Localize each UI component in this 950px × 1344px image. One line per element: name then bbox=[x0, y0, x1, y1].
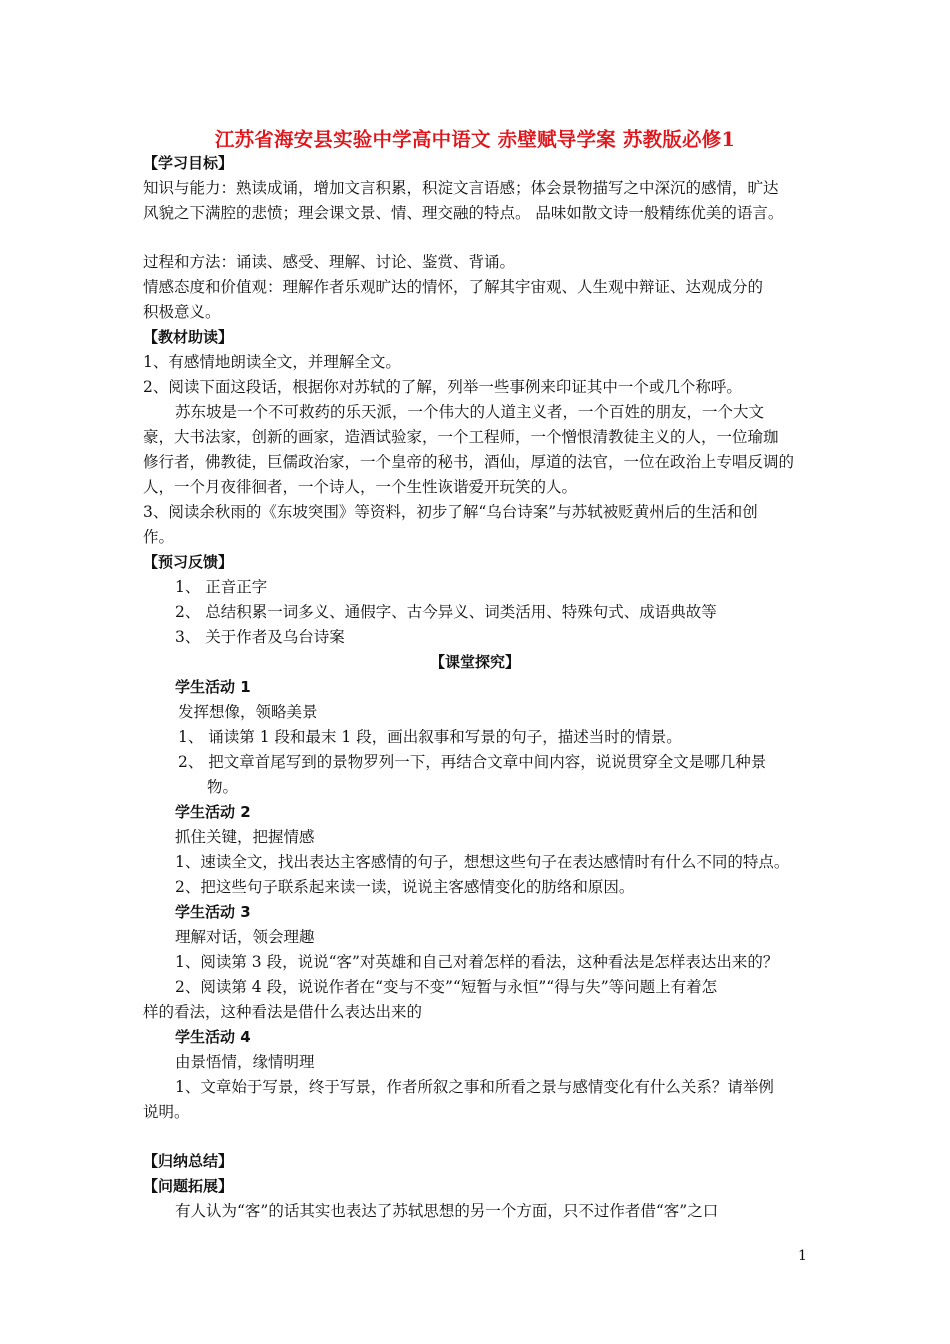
section-heading: 【课堂探究】 bbox=[429, 653, 520, 671]
text-line: 3、 关于作者及乌台诗案 bbox=[175, 628, 345, 646]
text-line: 发挥想像，领略美景 bbox=[178, 703, 318, 721]
text-line: 1、有感情地朗读全文，并理解全文。 bbox=[143, 353, 401, 371]
text-line: 1、文章始于写景，终于写景，作者所叙之事和所看之景与感情变化有什么关系？请举例 bbox=[175, 1078, 774, 1096]
text-line: 2、把这些句子联系起来读一读，说说主客感情变化的肪络和原因。 bbox=[175, 878, 635, 896]
text-line: 积极意义。 bbox=[143, 303, 221, 321]
text-line: 作。 bbox=[143, 528, 175, 546]
text-line: 样的看法，这种看法是借什么表达出来的 bbox=[143, 1003, 423, 1021]
section-heading: 【归纳总结】 bbox=[143, 1152, 234, 1170]
section-heading: 【预习反馈】 bbox=[143, 553, 234, 571]
text-line: 情感态度和价值观：理解作者乐观旷达的情怀，了解其宇宙观、人生观中辩证、达观成分的 bbox=[143, 278, 764, 296]
text-line: 物。 bbox=[207, 778, 239, 796]
text-line: 1、 诵读第 1 段和最末 1 段，画出叙事和写景的句子，描述当时的情景。 bbox=[178, 728, 682, 746]
text-line: 学生活动 1 bbox=[175, 678, 251, 696]
text-line: 学生活动 3 bbox=[175, 903, 251, 921]
text-line: 苏东坡是一个不可救药的乐天派，一个伟大的人道主义者，一个百姓的朋友，一个大文 bbox=[175, 403, 765, 421]
text-line: 由景悟情，缘情明理 bbox=[175, 1053, 315, 1071]
section-heading: 【教材助读】 bbox=[143, 328, 234, 346]
text-line: 1、阅读第 3 段，说说“客”对英雄和自己对着怎样的看法，这种看法是怎样表达出来的？ bbox=[175, 953, 779, 971]
text-line: 豪，大书法家，创新的画家，造酒试验家，一个工程师，一个憎恨清教徒主义的人，一位瑜珈 bbox=[143, 428, 779, 446]
text-line: 有人认为“客”的话其实也表达了苏轼思想的另一个方面，只不过作者借“客”之口 bbox=[175, 1202, 719, 1220]
text-line: 修行者，佛教徒，巨儒政治家，一个皇帝的秘书，酒仙，厚道的法官，一位在政治上专唱反调的 bbox=[143, 453, 795, 471]
text-line: 说明。 bbox=[143, 1103, 190, 1121]
text-line: 学生活动 4 bbox=[175, 1028, 251, 1046]
text-line: 理解对话，领会理趣 bbox=[175, 928, 315, 946]
page-title: 江苏省海安县实验中学高中语文 赤壁赋导学案 苏教版必修1 bbox=[214, 128, 736, 151]
section-heading: 【问题拓展】 bbox=[143, 1177, 234, 1195]
text-line: 3、阅读余秋雨的《东坡突围》等资料，初步了解“乌台诗案”与苏轼被贬黄州后的生活和创 bbox=[143, 503, 758, 521]
text-line: 抓住关键，把握情感 bbox=[175, 828, 315, 846]
text-line: 2、阅读下面这段话，根据你对苏轼的了解，列举一些事例来印证其中一个或几个称呼。 bbox=[143, 378, 742, 396]
page-number: 1 bbox=[798, 1248, 807, 1264]
text-line: 2、 把文章首尾写到的景物罗列一下，再结合文章中间内容，说说贯穿全文是哪几种景 bbox=[178, 753, 767, 771]
text-line: 2、 总结积累一词多义、通假字、古今异义、词类活用、特殊句式、成语典故等 bbox=[175, 603, 717, 621]
text-line: 人，一个月夜徘徊者，一个诗人，一个生性诙谐爱开玩笑的人。 bbox=[143, 478, 578, 496]
text-line: 2、阅读第 4 段，说说作者在“变与不变”“短暂与永恒”“得与失”等问题上有着怎 bbox=[175, 978, 718, 996]
text-line: 学生活动 2 bbox=[175, 803, 251, 821]
section-heading: 【学习目标】 bbox=[143, 154, 234, 172]
text-line: 风貌之下满腔的悲愤；理会课文景、情、理交融的特点。 品味如散文诗一般精练优美的语言。 bbox=[143, 204, 784, 222]
text-line: 知识与能力：熟读成诵，增加文言积累，积淀文言语感；体会景物描写之中深沉的感情，旷达 bbox=[143, 179, 779, 197]
text-line: 1、 正音正字 bbox=[175, 578, 268, 596]
text-line: 过程和方法：诵读、感受、理解、讨论、鉴赏、背诵。 bbox=[143, 253, 516, 271]
text-line: 1、速读全文，找出表达主客感情的句子，想想这些句子在表达感情时有什么不同的特点。 bbox=[175, 853, 790, 871]
